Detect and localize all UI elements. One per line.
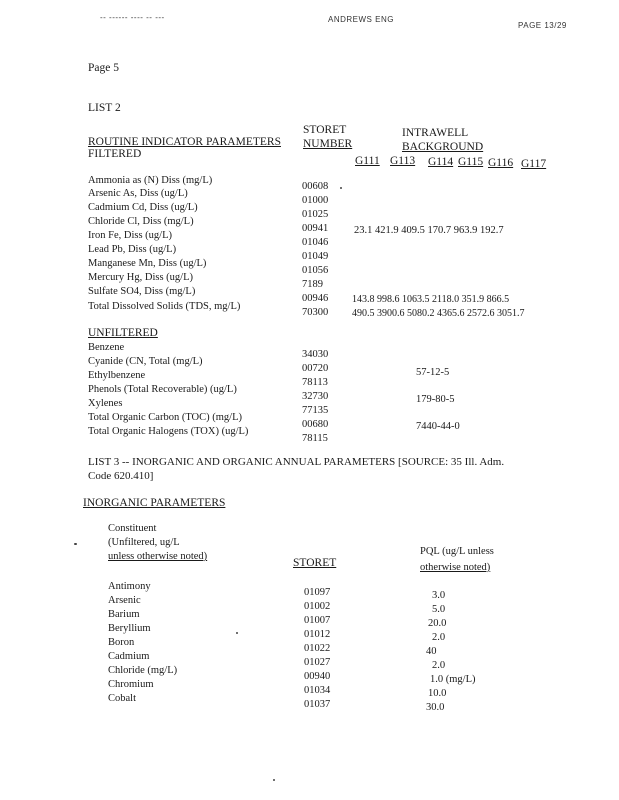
constituent-row-5: Cadmium	[108, 651, 150, 662]
constituent-row-0: Antimony	[108, 581, 151, 592]
constituent-row-2: Barium	[108, 609, 140, 620]
filtered-storet-6: 01056	[302, 265, 329, 276]
unfiltered-param-1: Cyanide (CN, Total (mg/L)	[88, 356, 203, 367]
storet-row-2: 01007	[304, 615, 331, 626]
filtered-storet-0: 00608	[302, 181, 329, 192]
filtered-storet-1: 01000	[302, 195, 329, 206]
constituent-row-7: Chromium	[108, 679, 154, 690]
pql-row-7: 10.0	[428, 688, 447, 699]
filtered-storet-2: 01025	[302, 209, 329, 220]
list2-title: LIST 2	[88, 102, 121, 114]
unfiltered-cas-4: 179-80-5	[416, 394, 455, 405]
storet-row-4: 01022	[304, 643, 331, 654]
scan-speck	[74, 543, 77, 545]
storet-row-5: 01027	[304, 657, 331, 668]
storet-row-8: 01037	[304, 699, 331, 710]
unfiltered-param-5: Total Organic Carbon (TOC) (mg/L)	[88, 412, 243, 423]
unfiltered-cas-2: 57-12-5	[416, 367, 450, 378]
filtered-storet-7: 7189	[302, 279, 323, 290]
unfiltered-param-3: Phenols (Total Recoverable) (ug/L)	[88, 384, 237, 395]
filtered-storet-4: 01046	[302, 237, 329, 248]
storet-col-heading: STORET	[293, 557, 337, 569]
filtered-values-3: 23.1 421.9 409.5 170.7 963.9 192.7	[354, 225, 504, 236]
unfiltered-storet-6: 00680	[302, 419, 329, 430]
unfiltered-param-0: Benzene	[88, 342, 125, 353]
storet-row-0: 01097	[304, 587, 331, 598]
well-g117: G117	[521, 158, 547, 170]
filtered-param-3: Chloride Cl, Diss (mg/L)	[88, 216, 194, 227]
well-g111: G111	[355, 155, 380, 167]
filtered-param-9: Total Dissolved Solids (TDS, mg/L)	[88, 301, 241, 312]
constituent-row-1: Arsenic	[108, 595, 141, 606]
list3-title-line1: LIST 3 -- INORGANIC AND ORGANIC ANNUAL PARAMETERS [SOURCE: 35 Ill. Adm.	[88, 456, 505, 468]
storet-heading: STORET	[303, 124, 347, 136]
pql-row-6: 1.0 (mg/L)	[430, 674, 476, 685]
unfiltered-cas-6: 7440-44-0	[416, 421, 460, 432]
storet-row-1: 01002	[304, 601, 331, 612]
scan-speck	[273, 779, 275, 781]
filtered-param-1: Arsenic As, Diss (ug/L)	[88, 188, 188, 199]
unfiltered-storet-7: 78115	[302, 433, 328, 444]
pql-heading: PQL (ug/L unless	[420, 546, 494, 557]
fax-header-left: -- ------ ---- -- ---	[100, 13, 165, 22]
scan-speck	[236, 632, 238, 634]
constituent-row-4: Boron	[108, 637, 135, 648]
unfiltered-storet-2: 00720	[302, 363, 329, 374]
filtered-param-7: Mercury Hg, Diss (ug/L)	[88, 272, 193, 283]
unfiltered-storet-1: 34030	[302, 349, 329, 360]
well-g116: G116	[488, 157, 514, 169]
pql-row-8: 30.0	[426, 702, 445, 713]
pql-row-1: 5.0	[432, 604, 446, 615]
filtered-param-8: Sulfate SO4, Diss (mg/L)	[88, 286, 196, 297]
scan-speck	[340, 187, 342, 189]
filtered-storet-5: 01049	[302, 251, 329, 262]
unfiltered-storet-4: 32730	[302, 391, 329, 402]
pql-row-4: 40	[426, 646, 437, 657]
filtered-storet-3: 00941	[302, 223, 329, 234]
unfiltered-param-2: Ethylbenzene	[88, 370, 146, 381]
constituent-row-6: Chloride (mg/L)	[108, 665, 178, 676]
filtered-param-6: Manganese Mn, Diss (ug/L)	[88, 258, 207, 269]
pql-row-3: 2.0	[432, 632, 446, 643]
pql-row-0: 3.0	[432, 590, 446, 601]
constituent-subheading: (Unfiltered, ug/L	[108, 537, 180, 548]
pql-subheading: otherwise noted)	[420, 562, 491, 573]
page-label: Page 5	[88, 62, 119, 74]
background-heading: BACKGROUND	[402, 141, 484, 153]
filtered-values-8: 143.8 998.6 1063.5 2118.0 351.9 866.5	[352, 294, 510, 305]
unfiltered-storet-5: 77135	[302, 405, 329, 416]
filtered-storet-8: 00946	[302, 293, 329, 304]
number-heading: NUMBER	[303, 138, 353, 150]
constituent-row-8: Cobalt	[108, 693, 136, 704]
storet-row-7: 01034	[304, 685, 331, 696]
storet-row-3: 01012	[304, 629, 331, 640]
filtered-param-2: Cadmium Cd, Diss (ug/L)	[88, 202, 198, 213]
unfiltered-param-4: Xylenes	[88, 398, 123, 409]
list3-title-line2: Code 620.410]	[88, 470, 154, 482]
constituent-heading: Constituent	[108, 523, 157, 534]
filtered-storet-9: 70300	[302, 307, 329, 318]
filtered-param-0: Ammonia as (N) Diss (mg/L)	[88, 175, 213, 186]
routine-indicator-heading: ROUTINE INDICATOR PARAMETERS	[88, 136, 281, 148]
pql-row-2: 20.0	[428, 618, 447, 629]
unfiltered-param-6: Total Organic Halogens (TOX) (ug/L)	[88, 426, 249, 437]
filtered-param-4: Iron Fe, Diss (ug/L)	[88, 230, 172, 241]
well-g113: G113	[390, 155, 416, 167]
unfiltered-heading: UNFILTERED	[88, 327, 158, 339]
fax-header-page: PAGE 13/29	[518, 21, 567, 30]
constituent-note: unless otherwise noted)	[108, 551, 208, 562]
pql-row-5: 2.0	[432, 660, 446, 671]
intrawell-heading: INTRAWELL	[402, 127, 469, 139]
filtered-param-5: Lead Pb, Diss (ug/L)	[88, 244, 177, 255]
constituent-row-3: Beryllium	[108, 623, 151, 634]
inorganic-heading: INORGANIC PARAMETERS	[83, 497, 226, 509]
well-g115: G115	[458, 156, 484, 168]
filtered-values-9: 490.5 3900.6 5080.2 4365.6 2572.6 3051.7	[352, 308, 525, 319]
unfiltered-storet-3: 78113	[302, 377, 328, 388]
storet-row-6: 00940	[304, 671, 331, 682]
filtered-heading: FILTERED	[88, 148, 142, 160]
fax-header-sender: ANDREWS ENG	[328, 15, 394, 24]
well-g114: G114	[428, 156, 454, 168]
